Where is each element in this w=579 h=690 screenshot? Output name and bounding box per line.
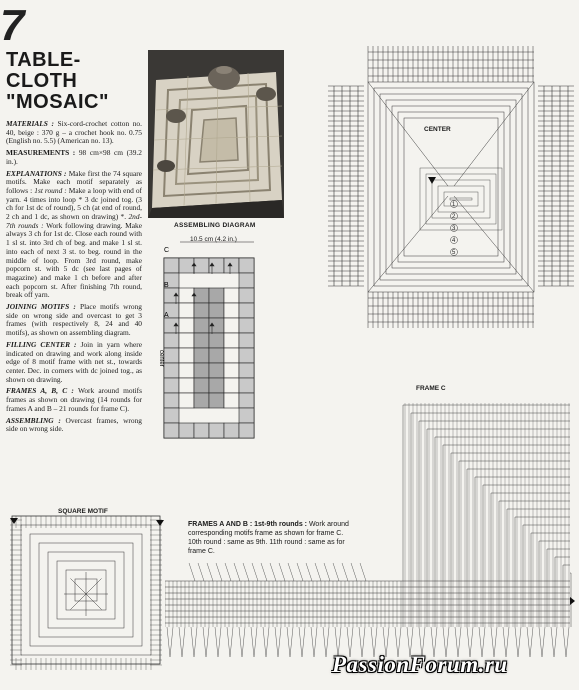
instructions-column (6, 120, 142, 437)
round-1: 1 (452, 202, 456, 208)
frames-paragraph (6, 387, 142, 413)
title-line-2: CLOTH (6, 70, 78, 92)
measurements-text: 98 cm×98 cm (39.2 in.). (6, 148, 142, 166)
filling-paragraph (6, 341, 142, 385)
center-crochet-chart (328, 46, 574, 328)
center-label: CENTER (424, 126, 451, 133)
motif-dimension: 10.5 cm (4.2 in.) (190, 236, 237, 243)
label-b: B (164, 282, 169, 289)
explanations-label: EXPLANATIONS : (6, 168, 67, 178)
round-5: 5 (452, 250, 456, 256)
filling-label: FILLING CENTER : (6, 339, 77, 349)
arrow-icon (570, 597, 575, 605)
frames-ab-heading: FRAMES A AND B : 1st-9th rounds : (188, 521, 307, 528)
materials-text: Six-cord-crochet cotton no. 40, beige : 370 g – a crochet hook no. 0.75 (English no. 5.5) (American no. 13). (6, 119, 142, 146)
measurements-paragraph (6, 149, 142, 166)
title-line-3: "MOSAIC" (6, 91, 109, 113)
frames-ab-text: Work around corresponding motifs frame as shown for frame C. 10th round : same as 9th. 11th round : same as for frame C. (188, 521, 349, 555)
materials-label: MATERIALS : (6, 119, 54, 128)
assembling-diagram-title: ASSEMBLING DIAGRAM (174, 222, 256, 229)
joining-paragraph (6, 303, 142, 338)
frames-ab-note (188, 520, 350, 556)
rounds-label: 2nd-7th rounds : (6, 212, 142, 230)
explanations-paragraph (6, 170, 142, 301)
pattern-title (6, 50, 141, 113)
frames-label: FRAMES A, B, C : (6, 386, 74, 396)
joining-text: Place motifs wrong side on wrong side and overcast to get 3 frames (with respectively 8, 24 and 40 motifs), as shown on assembling diagram. (6, 302, 142, 338)
corner-arrow-icon (10, 518, 18, 524)
tablecloth-photo (148, 50, 284, 218)
filling-text: Join in yarn where indicated on drawing and work along inside edge of 8 motif frame with net st., towards center. Dec. in corners with dc joined tog., as shown on drawing. (6, 339, 142, 384)
tablecloth-photo-image (148, 50, 284, 218)
label-a: A (164, 312, 169, 319)
explanations-text-a: Make first the 74 square motifs. Make each motif separately as follows : (6, 168, 142, 195)
title-line-1: TABLE- (6, 49, 81, 71)
round-2: 2 (452, 214, 456, 220)
explanations-text-c: Work following drawing. Make always 3 ch for 1st dc. Close each round with 1 sl st. into 3rd ch of beg. and make 1 sl st. into each of next 3 st. to beg. round in the middle of loop. From 3rd round, make popcorn st. with 5 dc (see last pages of magazine) and make 1 ch before and after each popcorn st. After finishing 7th round, break off yarn. (6, 220, 143, 300)
measurements-label: MEASUREMENTS : (6, 148, 76, 158)
label-c: C (164, 247, 170, 254)
label-center: center (158, 350, 164, 367)
square-motif-chart (6, 506, 166, 674)
first-round-label: 1st round : (34, 185, 67, 195)
materials-paragraph (6, 120, 142, 146)
start-arrow-icon (428, 177, 436, 184)
explanations-text-b: Make a loop with end of yarn. 4 times into loop * 3 dc joined tog. (3 ch for 1st dc of round), 5 ch (at end of round, 2 ch and 1 dc, as shown on drawing) *. (6, 185, 142, 222)
round-3: 3 (452, 226, 456, 232)
frames-text: Work around motifs frames as shown on drawing (14 rounds for frames A and B – 21 rounds for frame C). (6, 386, 142, 413)
assembling-text: Overcast frames, wrong side on wrong side. (6, 415, 142, 434)
watermark: PassionForum.ru (332, 652, 508, 677)
square-motif-label: SQUARE MOTIF (58, 508, 108, 515)
pattern-number: 7 (0, 1, 25, 50)
assembling-label: ASSEMBLING : (6, 415, 61, 425)
center-chart-graphic (328, 46, 574, 328)
square-motif-graphic (6, 506, 166, 674)
frame-c-label: FRAME C (416, 385, 446, 392)
joining-label: JOINING MOTIFS : (6, 302, 76, 312)
round-4: 4 (452, 238, 456, 244)
assembling-paragraph (6, 417, 142, 434)
